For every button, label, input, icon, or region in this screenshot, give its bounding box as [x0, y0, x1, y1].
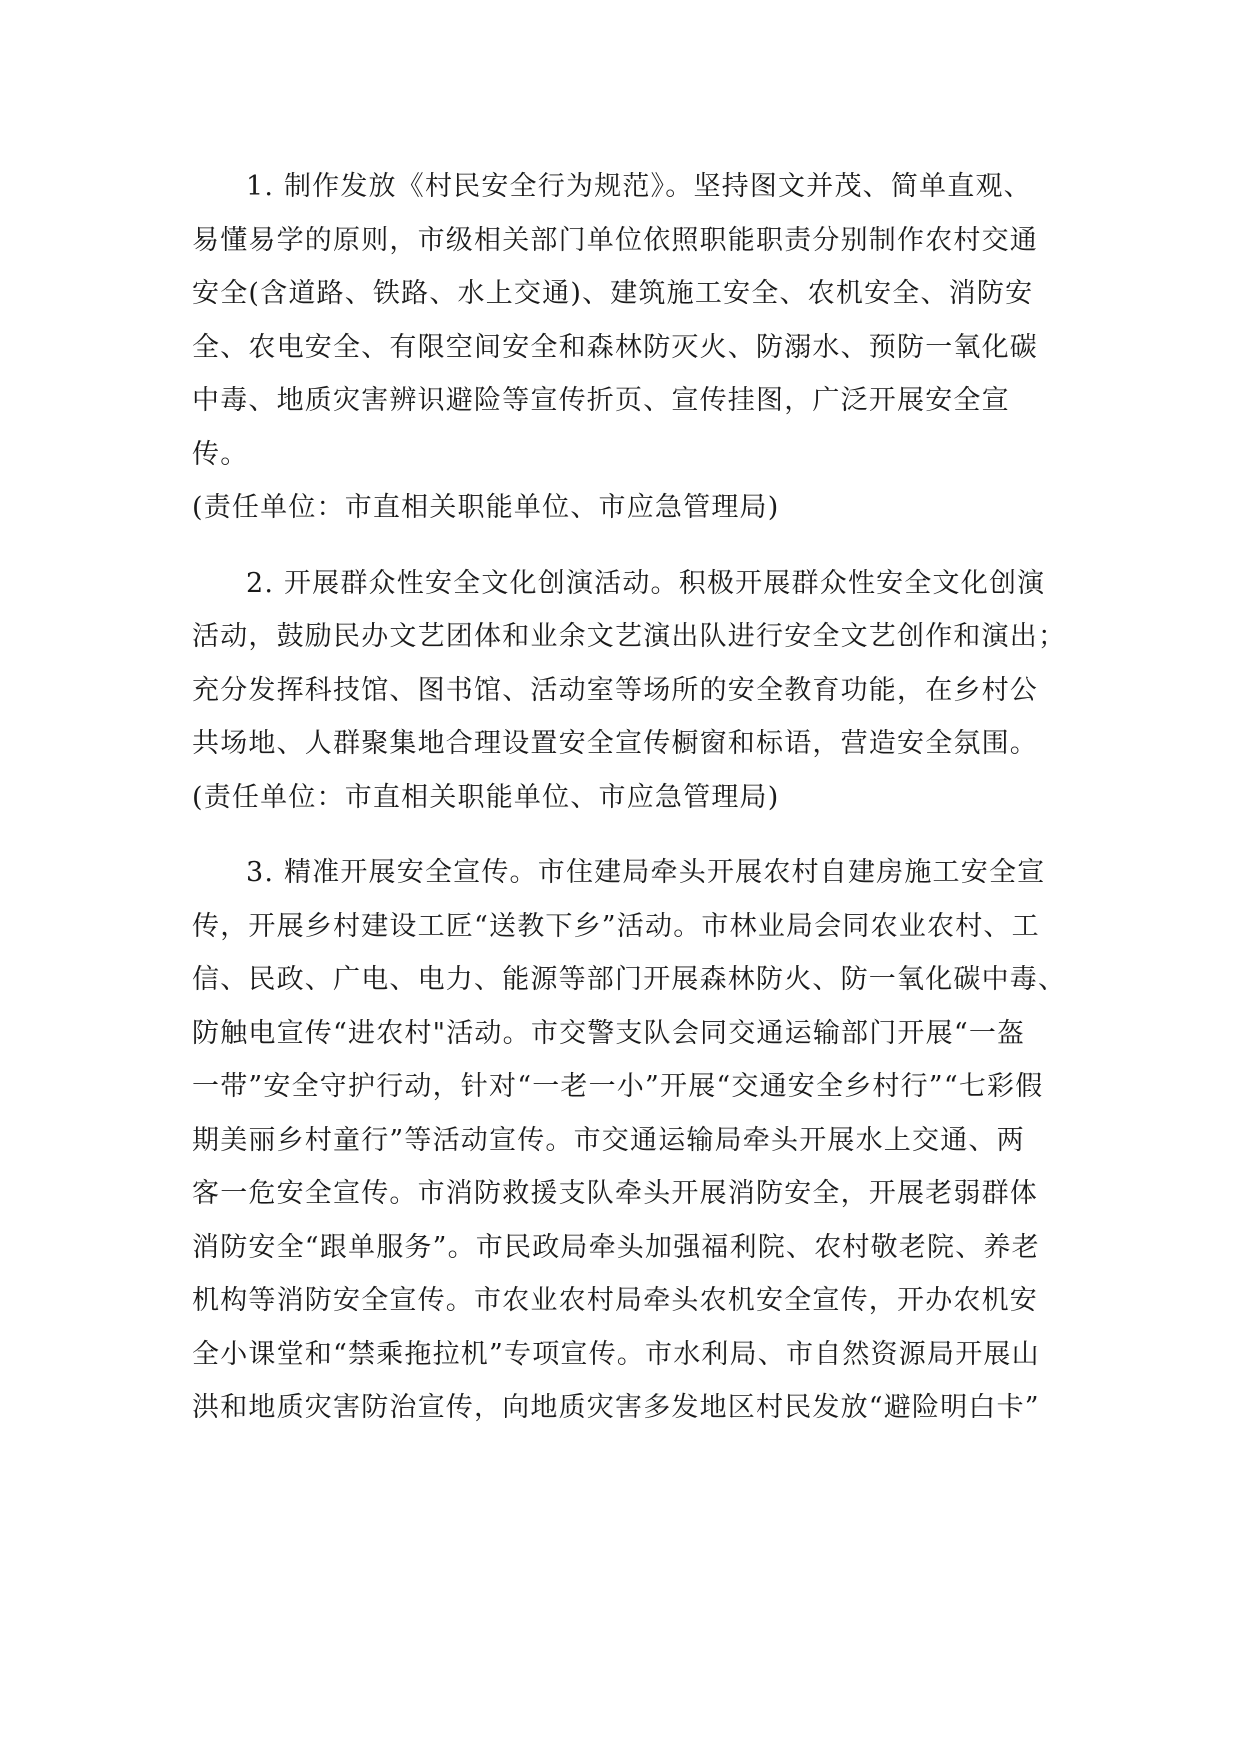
paragraph-line: 安全(含道路、铁路、水上交通)、建筑施工安全、农机安全、消防安: [192, 278, 1034, 309]
paragraph-line: 机构等消防安全宣传。市农业农村局牵头农机安全宣传，开办农机安: [192, 1285, 1038, 1316]
paragraph-line: 全、农电安全、有限空间安全和森林防灭火、防溺水、预防一氧化碳: [192, 331, 1038, 363]
paragraph-line: 3. 精准开展安全宣传。市住建局牵头开展农村自建房施工安全宣: [246, 857, 1046, 888]
section-3: [192, 846, 1067, 1435]
document-body: [192, 160, 1067, 1435]
paragraph-line: 传。: [192, 438, 249, 470]
paragraph-line: 中毒、地质灾害辨识避险等宣传折页、宣传挂图，广泛开展安全宣: [192, 385, 1010, 416]
section-2: [192, 557, 1067, 825]
spacer: [192, 535, 1052, 557]
paragraph-line: 2. 开展群众性安全文化创演活动。积极开展群众性安全文化创演: [246, 567, 1046, 599]
paragraph-line: 充分发挥科技馆、图书馆、活动室等场所的安全教育功能，在乡村公: [192, 674, 1038, 706]
paragraph-line: 共场地、人群聚集地合理设置安全宣传橱窗和标语，营造安全氛围。: [192, 728, 1038, 759]
section-1: [192, 160, 1052, 535]
spacer: [192, 824, 1052, 846]
paragraph-line: 一带”安全守护行动，针对“一老一小”开展“交通安全乡村行”“七彩假: [192, 1071, 1044, 1102]
paragraph-line: 全小课堂和“禁乘拖拉机”专项宣传。市水利局、市自然资源局开展山: [192, 1338, 1040, 1370]
paragraph-line: 信、民政、广电、电力、能源等部门开展森林防火、防一氧化碳中毒、: [192, 964, 1067, 995]
paragraph-line: 客一危安全宣传。市消防救援支队牵头开展消防安全，开展老弱群体: [192, 1178, 1038, 1209]
paragraph-line: 消防安全“跟单服务”。市民政局牵头加强福利院、农村敬老院、养老: [192, 1231, 1040, 1263]
paragraph-line: 期美丽乡村童行”等活动宣传。市交通运输局牵头开展水上交通、两: [192, 1124, 1025, 1156]
responsibility-note: (责任单位：市直相关职能单位、市应急管理局): [192, 781, 780, 813]
paragraph-line: 传，开展乡村建设工匠“送教下乡”活动。市林业局会同农业农村、工: [192, 910, 1040, 942]
paragraph-line: 洪和地质灾害防治宣传，向地质灾害多发地区村民发放“避险明白卡”: [192, 1392, 1040, 1423]
responsibility-note: (责任单位：市直相关职能单位、市应急管理局): [192, 492, 780, 523]
paragraph-line: 1. 制作发放《村民安全行为规范》。坚持图文并茂、简单直观、: [246, 171, 1032, 202]
paragraph-line: 易懂易学的原则，市级相关部门单位依照职能职责分别制作农村交通: [192, 224, 1038, 256]
paragraph-line: 防触电宣传“进农村"活动。市交警支队会同交通运输部门开展“一盔: [192, 1017, 1026, 1049]
paragraph-line: 活动，鼓励民办文艺团体和业余文艺演出队进行安全文艺创作和演出；: [192, 621, 1067, 652]
